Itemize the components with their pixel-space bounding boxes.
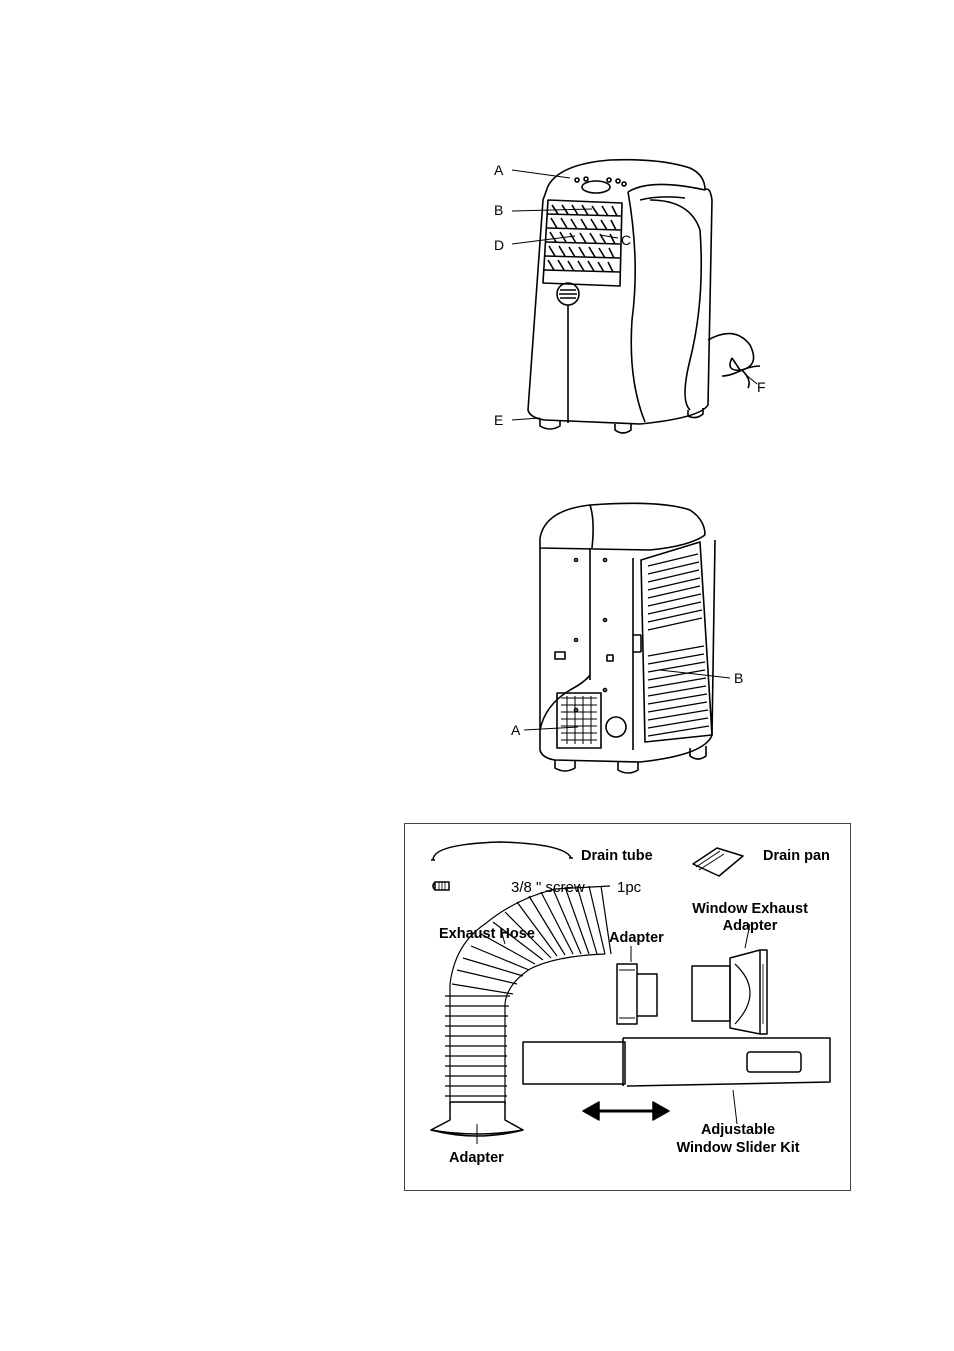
front-label-a: A (494, 162, 504, 178)
screw-label: 3/8 " screw (511, 879, 585, 896)
window-exhaust-adapter-label-line1: Window Exhaust (692, 901, 808, 917)
drain-pan-label: Drain pan (763, 848, 830, 864)
front-label-d: D (494, 237, 505, 253)
front-view-drawing (0, 0, 954, 460)
exhaust-hose-label: Exhaust Hose (439, 926, 535, 942)
screw-quantity: 1pc (617, 879, 642, 896)
accessories-box (404, 823, 851, 1191)
front-label-c: C (621, 232, 632, 248)
rear-label-b: B (734, 670, 744, 686)
rear-label-a: A (511, 722, 521, 738)
front-label-f: F (757, 379, 766, 395)
slider-kit-label-line2: Window Slider Kit (676, 1140, 800, 1156)
front-label-b: B (494, 202, 504, 218)
slider-kit-label-line1: Adjustable (700, 1122, 776, 1138)
rear-view-figure (0, 480, 954, 780)
adapter-bottom-label: Adapter (449, 1150, 504, 1166)
adapter-top-label: Adapter (609, 930, 664, 946)
front-view-figure (0, 0, 954, 460)
rear-view-drawing (0, 480, 954, 780)
front-label-e: E (494, 412, 504, 428)
drain-tube-label: Drain tube (581, 848, 653, 864)
window-exhaust-adapter-label-line2: Adapter (722, 918, 778, 934)
